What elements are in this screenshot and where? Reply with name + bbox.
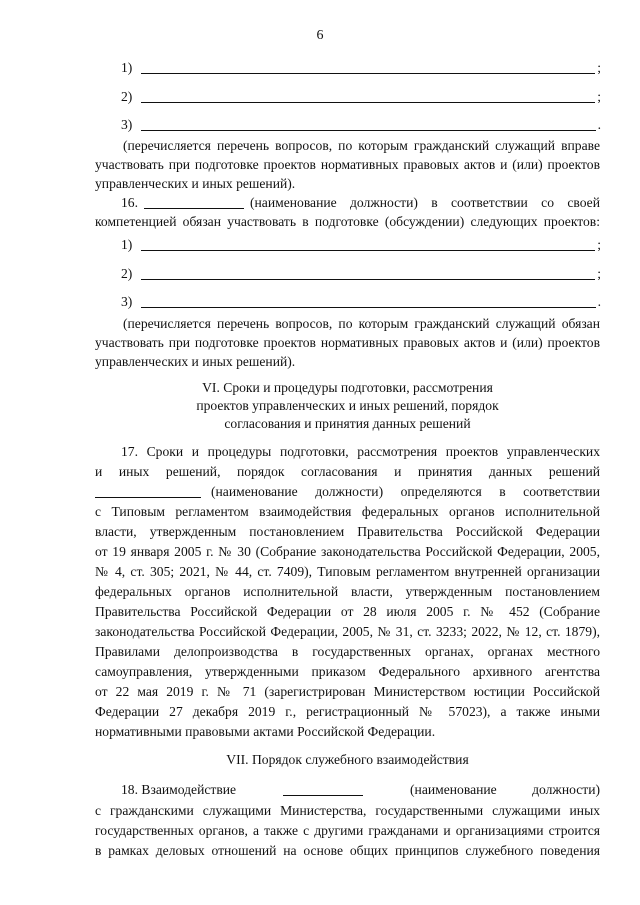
note-line: (перечисляется перечень вопросов, по которым гражданский служащий обязан bbox=[123, 316, 600, 331]
clause-17-line: от 19 января 2005 г. № 30 (Собрание законодательства Российской Федерации, 2005, bbox=[95, 544, 600, 559]
list-item-end: . bbox=[597, 117, 601, 132]
section-heading: согласования и принятия данных решений bbox=[224, 416, 471, 431]
list-item bbox=[121, 235, 601, 254]
blank-line bbox=[141, 88, 595, 103]
clause-17-line: 17. Сроки и процедуры подготовки, рассмотрения проектов управленческих bbox=[121, 444, 600, 459]
list-item bbox=[121, 58, 601, 77]
list-item-end: ; bbox=[597, 266, 601, 281]
clause-text: (наименование должности) bbox=[410, 782, 601, 797]
clause-17-line: нормативными правовыми актами Российской Федерации. bbox=[95, 724, 436, 739]
section-heading: VII. Порядок служебного взаимодействия bbox=[226, 752, 469, 767]
clause-17-line: Федерации 27 декабря 2019 г., регистрационный № 57023), а также иными bbox=[95, 704, 600, 719]
clause-17-line: от 22 мая 2019 г. № 71 (зарегистрирован Министерством юстиции Российской bbox=[95, 684, 600, 699]
clause-17-line: власти, утвержденным постановлением Правительства Российской Федерации bbox=[95, 524, 600, 539]
clause-17-line: федеральных органов исполнительной власти, утвержденным постановлением bbox=[95, 584, 600, 599]
clause-text: 18. Взаимодействие bbox=[121, 782, 237, 797]
blank-line bbox=[141, 293, 596, 308]
list-item-number: 2) bbox=[121, 89, 133, 104]
list-item bbox=[121, 115, 601, 134]
section-heading: VI. Сроки и процедуры подготовки, рассмотрения bbox=[202, 380, 493, 395]
clause-17-line: № 4, ст. 305; 2021, № 44, ст. 7409), Типовым регламентом внутренней организации bbox=[95, 564, 600, 579]
note-line: участвовать при подготовке проектов нормативных правовых актов и (или) проектов bbox=[95, 335, 600, 350]
clause-18-line bbox=[121, 780, 600, 799]
list-item bbox=[121, 292, 601, 311]
clause-18-line: в рамках деловых отношений на основе общих принципов служебного поведения bbox=[95, 843, 600, 858]
clause-16-line bbox=[121, 193, 600, 212]
page-number: 6 bbox=[316, 28, 324, 43]
clause-17-line: Правилами делопроизводства в государственных органах, органах местного bbox=[95, 644, 600, 659]
list-item bbox=[121, 264, 601, 283]
section-heading: проектов управленческих и иных решений, порядок bbox=[196, 398, 499, 413]
list-item-end: ; bbox=[597, 60, 601, 75]
blank-line bbox=[141, 236, 595, 251]
list-item-number: 3) bbox=[121, 117, 133, 132]
clause-17-line: Правительства Российской Федерации от 28 июля 2005 г. № 452 (Собрание bbox=[95, 604, 600, 619]
list-item-number: 3) bbox=[121, 294, 133, 309]
list-item-end: ; bbox=[597, 89, 601, 104]
clause-18-line: государственных органов, а также с другими гражданами и организациями строится bbox=[95, 823, 600, 838]
clause-17-line: с Типовым регламентом взаимодействия федеральных органов исполнительной bbox=[95, 504, 600, 519]
note-line: управленческих и иных решений). bbox=[95, 176, 296, 191]
clause-text: компетенцией обязан участвовать в подготовке (обсуждении) следующих проектов: bbox=[95, 214, 600, 229]
blank-line bbox=[141, 116, 596, 131]
clause-number: 16. bbox=[121, 195, 138, 210]
blank-line bbox=[95, 483, 201, 498]
clause-text: (наименование должности) определяются в соответствии bbox=[211, 484, 600, 499]
blank-line bbox=[283, 781, 363, 796]
note-line: участвовать при подготовке проектов нормативных правовых актов и (или) проектов bbox=[95, 157, 600, 172]
clause-17-line: законодательства Российской Федерации, 2005, № 31, ст. 3233; 2022, № 12, ст. 1879), bbox=[95, 624, 600, 639]
note-line: управленческих и иных решений). bbox=[95, 354, 296, 369]
clause-18-line: с гражданскими служащими Министерства, государственными служащими иных bbox=[95, 803, 600, 818]
list-item-end: . bbox=[597, 294, 601, 309]
clause-17-line: самоуправления, утвержденными приказом Федерального архивного агентства bbox=[95, 664, 600, 679]
list-item-number: 2) bbox=[121, 266, 133, 281]
clause-text: (наименование должности) в соответствии со своей bbox=[250, 195, 600, 210]
blank-line bbox=[144, 194, 244, 209]
list-item bbox=[121, 87, 601, 106]
blank-line bbox=[141, 59, 595, 74]
list-item-number: 1) bbox=[121, 237, 133, 252]
note-line: (перечисляется перечень вопросов, по которым гражданский служащий вправе bbox=[123, 138, 600, 153]
blank-line bbox=[141, 265, 595, 280]
list-item-end: ; bbox=[597, 237, 601, 252]
clause-17-line: и иных решений, порядок согласования и принятия данных решений bbox=[95, 464, 600, 479]
clause-17-line bbox=[95, 482, 600, 501]
list-item-number: 1) bbox=[121, 60, 133, 75]
